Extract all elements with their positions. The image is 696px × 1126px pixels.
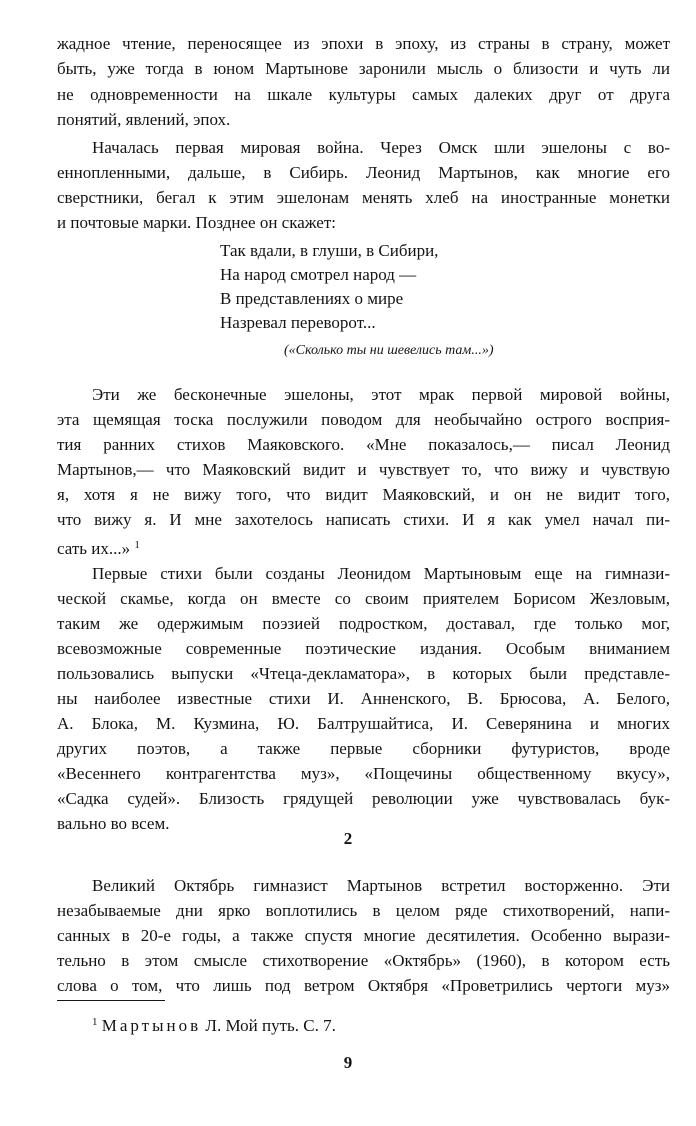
page-number: 9 [343,1053,353,1072]
footnote-author: Мартынов [101,1016,202,1035]
text-line: незабываемые дни ярко воплотились в целом ряде стихотворений, напи- [57,901,670,920]
text-line: эта щемящая тоска послужили поводом для необычайно острого восприя- [57,410,670,429]
text-line: что вижу я. И мне захотелось написать стихи. И я как умел начал пи- [57,510,670,529]
text-line: санных в 20-е годы, а также спустя многие десятилетия. Особенно вырази- [57,926,670,945]
text-line: всевозможные современные поэтические издания. Особым вниманием [57,639,670,658]
poem-line: На народ смотрел народ — [220,265,417,284]
text-line: вально во всем. [57,814,170,833]
footnote-divider [57,1000,165,1001]
text-line: других поэтов, а также первые сборники футуристов, вроде [57,739,670,758]
footnote-mark: 1 [92,1016,98,1028]
text-line: «Садка судей». Близость грядущей революции уже чувствовалась бук- [57,789,670,808]
text-line: ны наиболее известные стихи И. Анненского, В. Брюсова, А. Белого, [57,689,670,708]
text-line-with-footnote [57,534,670,560]
text-line: я, хотя я не вижу того, что видит Маяковский, и он не видит того, [57,485,670,504]
poem-line: Так вдали, в глуши, в Сибири, [220,241,439,260]
text-line: А. Блока, М. Кузмина, Ю. Балтрушайтиса, И. Северянина и многих [57,714,670,733]
footnote-reference: 1 [134,539,140,551]
text-line: и почтовые марки. Позднее он скажет: [57,213,336,232]
poem-line: Назревал переворот... [220,313,376,332]
text-line: тельно в этом смысле стихотворение «Октябрь» (1960), в котором есть [57,951,670,970]
text-line: Мартынов,— что Маяковский видит и чувствует то, что вижу и чувствую [57,460,670,479]
text-line: «Весеннего контрагентства муз», «Пощечины общественному вкусу», [57,764,670,783]
text-line: таким же одержимым поэзией подростком, доставал, где только мог, [57,614,670,633]
text-line-tail: сать их...» [57,539,131,558]
text-line: Великий Октябрь гимназист Мартынов встретил восторженно. Эти [92,876,670,895]
text-line: Началась первая мировая война. Через Омск шли эшелоны с во- [92,138,670,157]
poem-line: В представлениях о мире [220,289,404,308]
text-line: быть, уже тогда в юном Мартынове заронили мысль о близости и чуть ли [57,59,670,78]
poem-source: («Сколько ты ни шевелись там...») [284,343,494,358]
text-line: не одновременности на шкале культуры самых далеких друг от друга [57,85,670,104]
section-number: 2 [343,829,353,848]
footnote-text: Л. Мой путь. С. 7. [205,1016,336,1035]
text-line: Первые стихи были созданы Леонидом Мартыновым еще на гимнази- [92,564,670,583]
text-line: пользовались выпуски «Чтеца-декламатора», в которых были представле- [57,664,670,683]
text-line: жадное чтение, переносящее из эпохи в эпоху, из страны в страну, может [57,34,670,53]
text-line: сверстники, бегал к этим эшелонам менять хлеб на иностранные монетки [57,188,670,207]
text-line: еннопленными, дальше, в Сибирь. Леонид Мартынов, как многие его [57,163,670,182]
text-line: ческой скамье, когда он вместе со своим приятелем Борисом Жезловым, [57,589,670,608]
footnote [92,1011,336,1037]
text-line: слова о том, что лишь под ветром Октября «Проветрились чертоги муз» [57,976,670,995]
text-line: понятий, явлений, эпох. [57,110,231,129]
text-line: Эти же бесконечные эшелоны, этот мрак первой мировой войны, [92,385,670,404]
text-line: тия ранних стихов Маяковского. «Мне показалось,— писал Леонид [57,435,670,454]
